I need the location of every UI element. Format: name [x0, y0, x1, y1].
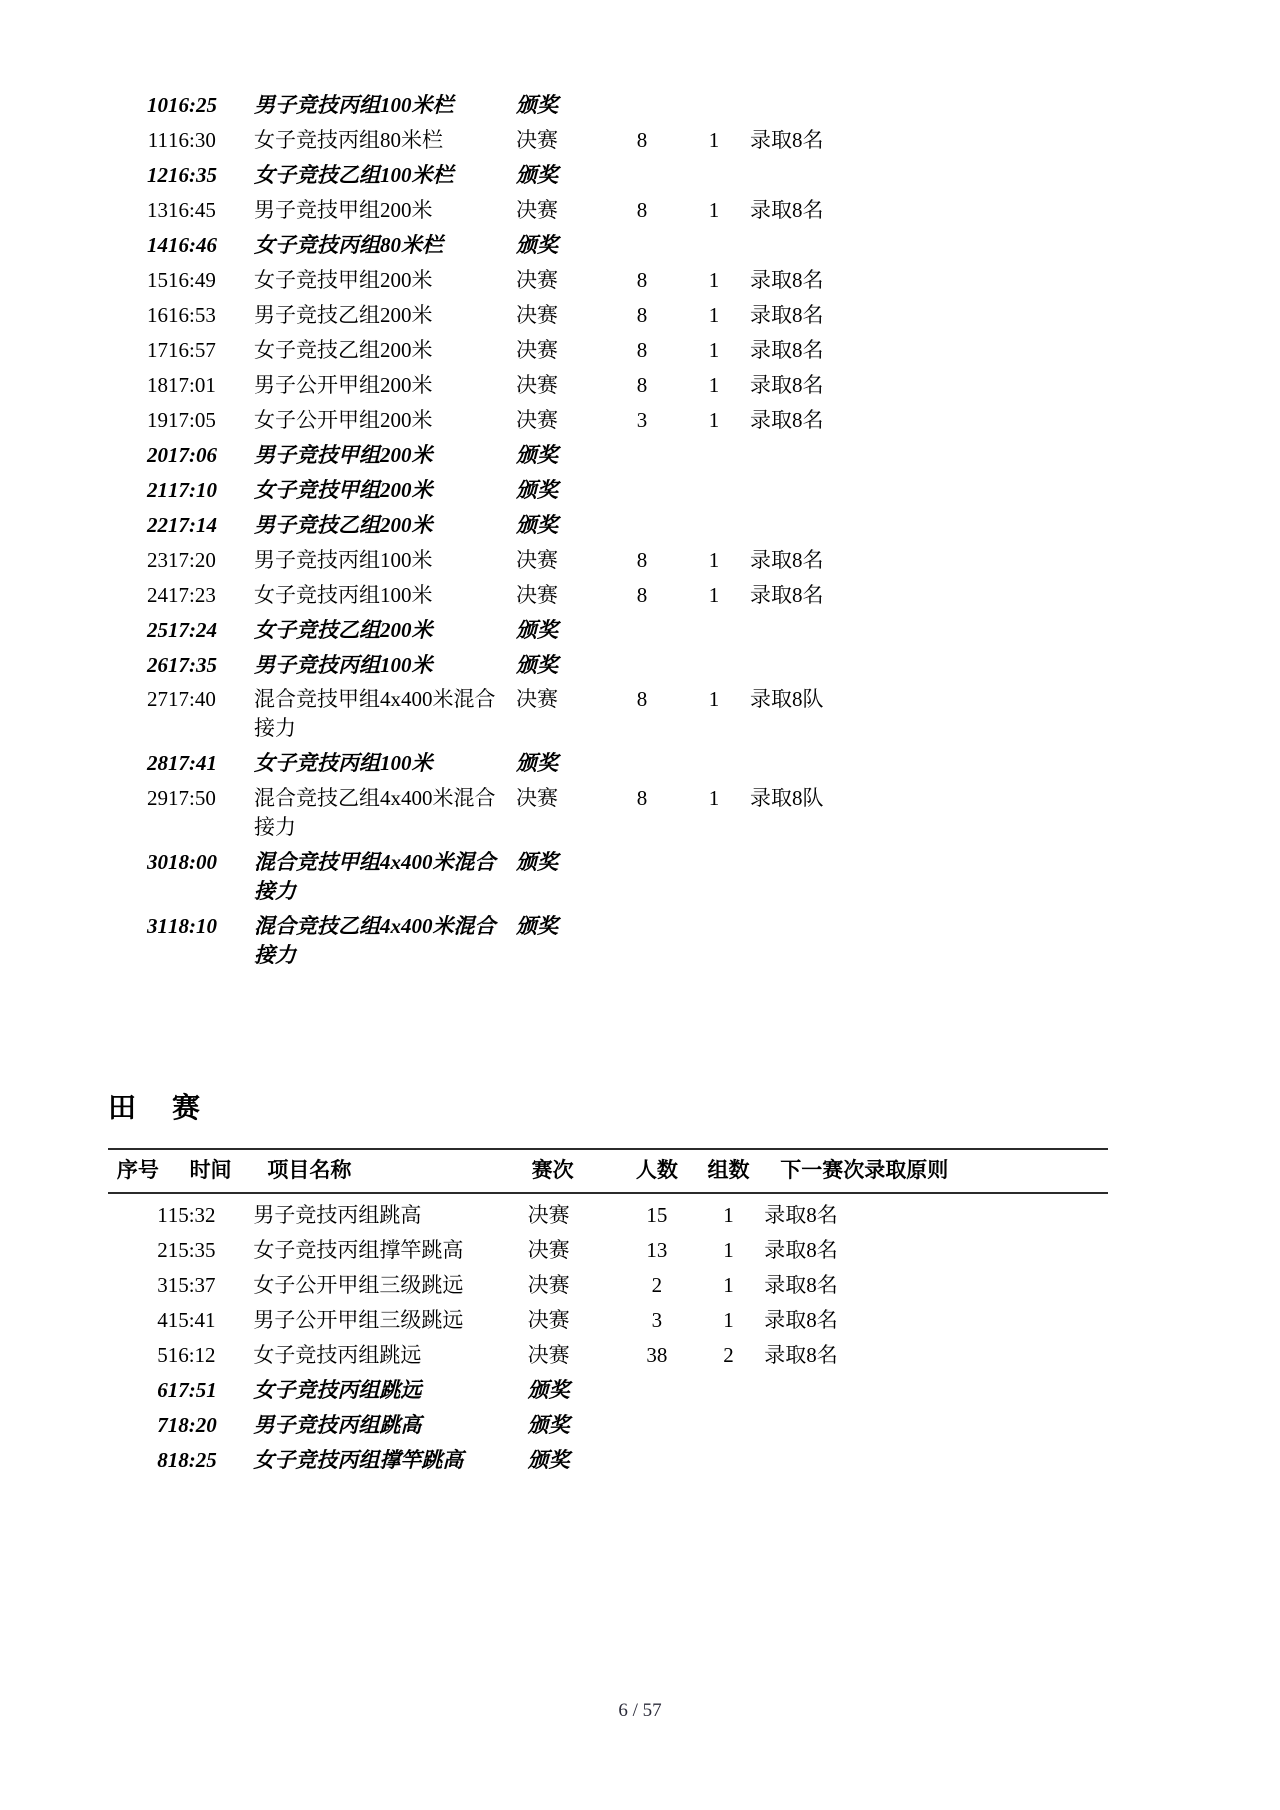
cell-count: 8	[636, 127, 648, 152]
cell-event: 男子竞技丙组跳高	[253, 1202, 422, 1227]
cell-no: 28	[147, 751, 168, 776]
cell-count	[606, 473, 678, 508]
cell-rule	[764, 1408, 1108, 1443]
table-row	[108, 123, 1080, 158]
table-row	[108, 1268, 1108, 1303]
cell-groups	[678, 158, 750, 193]
page-number: 6 / 57	[618, 1700, 662, 1721]
cell-time: 17:10	[168, 477, 217, 502]
cell-groups: 1	[708, 127, 720, 152]
cell-groups	[678, 909, 750, 973]
cell-event: 女子竞技乙组100米栏	[254, 162, 454, 187]
table-row	[108, 158, 1080, 193]
table-row	[108, 1233, 1108, 1268]
cell-no: 16	[147, 302, 168, 327]
cell-groups: 1	[723, 1237, 734, 1262]
col-header-time: 时间	[168, 1149, 254, 1193]
table-row	[108, 613, 1080, 648]
cell-count: 8	[636, 547, 648, 572]
cell-time: 16:12	[167, 1342, 216, 1367]
cell-rule	[764, 1373, 1108, 1408]
cell-rule: 录取8名	[764, 1237, 838, 1262]
cell-time: 17:23	[168, 582, 216, 607]
cell-rule	[750, 228, 1080, 263]
cell-no: 7	[157, 1412, 168, 1437]
cell-event: 男子竞技丙组100米栏	[254, 93, 454, 117]
cell-rule	[764, 1443, 1108, 1478]
cell-count: 13	[646, 1237, 668, 1262]
cell-count	[606, 613, 678, 648]
cell-groups: 1	[708, 337, 720, 362]
cell-no: 5	[157, 1342, 168, 1367]
cell-event: 女子竞技丙组跳远	[253, 1342, 422, 1367]
track-events-table-container	[108, 88, 1108, 973]
cell-no: 18	[147, 372, 168, 397]
cell-event: 男子公开甲组三级跳远	[253, 1307, 464, 1332]
cell-round: 颁奖	[516, 652, 558, 677]
cell-round: 决赛	[516, 302, 558, 327]
cell-round: 颁奖	[527, 1412, 570, 1437]
cell-event: 女子竞技丙组撑竿跳高	[253, 1447, 464, 1472]
page-footer	[0, 1700, 1280, 1722]
cell-no: 10	[147, 93, 168, 117]
cell-no: 30	[147, 850, 168, 875]
cell-groups: 1	[708, 267, 720, 292]
cell-rule: 录取8名	[764, 1342, 838, 1367]
cell-round: 颁奖	[516, 850, 558, 875]
cell-round: 颁奖	[516, 512, 558, 537]
cell-no: 15	[147, 267, 168, 292]
cell-groups	[693, 1373, 765, 1408]
cell-count: 3	[651, 1307, 663, 1332]
cell-count: 8	[636, 687, 648, 712]
cell-time: 16:53	[168, 302, 216, 327]
cell-round: 决赛	[527, 1237, 570, 1262]
cell-rule: 录取8名	[750, 197, 824, 222]
cell-round: 颁奖	[516, 162, 558, 187]
cell-time: 17:06	[168, 442, 217, 467]
cell-no: 25	[147, 617, 168, 642]
cell-rule: 录取8队	[750, 786, 824, 811]
table-row	[108, 473, 1080, 508]
cell-round: 颁奖	[516, 751, 558, 776]
cell-groups	[678, 438, 750, 473]
cell-count: 2	[651, 1272, 663, 1297]
table-row	[108, 1373, 1108, 1408]
cell-count	[606, 845, 678, 909]
cell-no: 14	[147, 232, 168, 257]
cell-round: 决赛	[527, 1202, 570, 1227]
cell-time: 17:05	[168, 407, 216, 432]
field-section-title-part1: 田	[108, 1093, 139, 1124]
table-row	[108, 298, 1080, 333]
cell-no: 26	[147, 652, 168, 677]
cell-rule	[750, 473, 1080, 508]
cell-no: 2	[157, 1237, 168, 1262]
cell-rule: 录取8名	[764, 1202, 838, 1227]
cell-event: 男子竞技乙组200米	[254, 302, 433, 327]
cell-event: 男子竞技丙组100米	[254, 652, 433, 677]
cell-groups	[693, 1408, 765, 1443]
cell-event: 男子竞技甲组200米	[254, 197, 433, 222]
cell-time: 17:35	[168, 652, 217, 677]
cell-count	[606, 158, 678, 193]
cell-rule: 录取8名	[750, 547, 824, 572]
cell-round: 颁奖	[516, 477, 558, 502]
cell-rule: 录取8名	[750, 582, 824, 607]
cell-count: 38	[646, 1342, 668, 1367]
cell-time: 16:49	[168, 267, 216, 292]
table-row	[108, 228, 1080, 263]
cell-rule: 录取8名	[750, 372, 824, 397]
cell-no: 21	[147, 477, 168, 502]
cell-event: 女子竞技甲组200米	[254, 477, 433, 502]
cell-time: 16:25	[168, 93, 217, 117]
cell-no: 3	[157, 1272, 168, 1297]
cell-count: 8	[636, 786, 648, 811]
cell-event: 女子公开甲组200米	[254, 407, 433, 432]
cell-groups	[678, 613, 750, 648]
cell-time: 18:25	[167, 1447, 217, 1472]
table-row	[108, 1303, 1108, 1338]
cell-event: 男子竞技丙组100米	[254, 547, 433, 572]
cell-count	[606, 909, 678, 973]
cell-time: 16:57	[168, 337, 216, 362]
cell-groups	[678, 508, 750, 543]
cell-count	[606, 438, 678, 473]
cell-count	[606, 508, 678, 543]
table-row	[108, 333, 1080, 368]
table-row	[108, 845, 1080, 909]
cell-no: 8	[157, 1447, 168, 1472]
cell-groups: 1	[708, 786, 720, 811]
cell-round: 颁奖	[527, 1447, 570, 1472]
cell-time: 15:35	[167, 1237, 216, 1262]
cell-round: 决赛	[516, 687, 558, 712]
cell-event: 混合竞技甲组4x400米混合接力	[254, 850, 496, 904]
table-row	[108, 578, 1080, 613]
cell-time: 18:20	[167, 1412, 217, 1437]
cell-count: 8	[636, 372, 648, 397]
cell-count: 3	[636, 407, 648, 432]
cell-groups	[678, 473, 750, 508]
cell-round: 决赛	[527, 1307, 570, 1332]
cell-event: 女子公开甲组三级跳远	[253, 1272, 464, 1297]
cell-time: 18:00	[168, 850, 217, 875]
table-row	[108, 88, 1080, 123]
cell-time: 17:24	[168, 617, 217, 642]
cell-time: 17:01	[168, 372, 216, 397]
cell-round: 决赛	[516, 337, 558, 362]
field-section-title	[108, 1086, 202, 1126]
cell-count	[606, 228, 678, 263]
cell-event: 女子竞技甲组200米	[254, 267, 433, 292]
cell-no: 22	[147, 512, 168, 537]
cell-time: 16:46	[168, 232, 217, 257]
cell-time: 15:41	[167, 1307, 216, 1332]
cell-event: 女子竞技乙组200米	[254, 617, 433, 642]
field-table-header-row	[108, 1149, 1108, 1193]
cell-round: 决赛	[516, 547, 558, 572]
cell-groups	[678, 648, 750, 683]
cell-count: 8	[636, 337, 648, 362]
cell-no: 31	[147, 914, 168, 939]
cell-time: 16:35	[168, 162, 217, 187]
cell-round: 颁奖	[516, 617, 558, 642]
cell-groups	[678, 746, 750, 781]
col-header-count: 人数	[621, 1149, 693, 1193]
cell-no: 12	[147, 162, 168, 187]
cell-rule	[750, 438, 1080, 473]
table-row	[108, 1408, 1108, 1443]
cell-no: 17	[147, 337, 168, 362]
table-row	[108, 909, 1080, 973]
cell-count	[621, 1443, 693, 1478]
cell-round: 决赛	[516, 197, 558, 222]
cell-event: 混合竞技乙组4x400米混合接力	[254, 786, 496, 840]
cell-groups	[678, 228, 750, 263]
cell-time: 17:41	[168, 751, 217, 776]
table-row	[108, 193, 1080, 228]
cell-event: 男子竞技甲组200米	[254, 442, 433, 467]
cell-time: 16:30	[168, 127, 216, 152]
cell-event: 混合竞技乙组4x400米混合接力	[254, 914, 496, 968]
cell-round: 决赛	[516, 127, 558, 152]
cell-time: 15:32	[167, 1202, 216, 1227]
cell-count	[606, 746, 678, 781]
cell-event: 女子竞技丙组80米栏	[254, 127, 443, 152]
cell-rule: 录取8名	[750, 337, 824, 362]
cell-round: 颁奖	[516, 93, 558, 117]
cell-groups: 1	[708, 197, 720, 222]
table-row	[108, 1443, 1108, 1478]
cell-groups: 2	[723, 1342, 734, 1367]
cell-no: 6	[157, 1377, 168, 1402]
cell-rule	[750, 88, 1080, 123]
track-events-table	[108, 88, 1080, 973]
cell-event: 混合竞技甲组4x400米混合接力	[254, 687, 496, 741]
cell-no: 1	[157, 1202, 168, 1227]
cell-event: 男子公开甲组200米	[254, 372, 433, 397]
cell-time: 17:40	[168, 687, 216, 712]
cell-groups: 1	[708, 687, 720, 712]
table-row	[108, 648, 1080, 683]
cell-count	[621, 1373, 693, 1408]
cell-time: 15:37	[167, 1272, 216, 1297]
cell-time: 18:10	[168, 914, 217, 939]
table-row	[108, 368, 1080, 403]
cell-round: 决赛	[516, 372, 558, 397]
col-header-event: 项目名称	[253, 1149, 527, 1193]
col-header-no: 序号	[108, 1149, 168, 1193]
cell-round: 颁奖	[516, 442, 558, 467]
cell-groups	[693, 1443, 765, 1478]
cell-rule	[750, 845, 1080, 909]
cell-groups: 1	[723, 1202, 734, 1227]
cell-groups: 1	[708, 582, 720, 607]
cell-count: 8	[636, 267, 648, 292]
table-row	[108, 781, 1080, 845]
cell-event: 女子竞技丙组100米	[254, 582, 433, 607]
cell-groups: 1	[723, 1307, 734, 1332]
cell-no: 11	[147, 127, 168, 152]
cell-count: 8	[636, 582, 648, 607]
cell-count	[606, 88, 678, 123]
cell-rule: 录取8名	[750, 302, 824, 327]
table-row	[108, 682, 1080, 746]
cell-round: 决赛	[516, 582, 558, 607]
cell-groups: 1	[723, 1272, 734, 1297]
cell-event: 男子竞技丙组跳高	[253, 1412, 422, 1437]
cell-round: 决赛	[527, 1342, 570, 1367]
cell-groups	[678, 845, 750, 909]
cell-groups	[678, 88, 750, 123]
cell-count: 8	[636, 197, 648, 222]
cell-no: 13	[147, 197, 168, 222]
cell-count: 15	[646, 1202, 668, 1227]
cell-event: 女子竞技乙组200米	[254, 337, 433, 362]
cell-count	[606, 648, 678, 683]
cell-no: 29	[147, 786, 168, 811]
cell-no: 24	[147, 582, 168, 607]
cell-time: 17:50	[168, 786, 216, 811]
table-row	[108, 543, 1080, 578]
cell-event: 男子竞技乙组200米	[254, 512, 433, 537]
cell-time: 17:20	[168, 547, 216, 572]
cell-count: 8	[636, 302, 648, 327]
cell-rule: 录取8名	[764, 1272, 838, 1297]
cell-no: 20	[147, 442, 168, 467]
cell-round: 决赛	[516, 786, 558, 811]
cell-groups: 1	[708, 547, 720, 572]
field-events-table-container	[108, 1148, 1108, 1478]
table-row	[108, 263, 1080, 298]
cell-rule: 录取8队	[750, 687, 824, 712]
cell-groups: 1	[708, 302, 720, 327]
cell-rule	[750, 508, 1080, 543]
cell-rule	[750, 613, 1080, 648]
col-header-rule: 下一赛次录取原则	[764, 1149, 1108, 1193]
table-row	[108, 1338, 1108, 1373]
cell-no: 4	[157, 1307, 168, 1332]
cell-rule: 录取8名	[764, 1307, 838, 1332]
cell-event: 女子竞技丙组80米栏	[254, 232, 443, 257]
col-header-round: 赛次	[528, 1149, 621, 1193]
cell-round: 决赛	[527, 1272, 570, 1297]
cell-rule	[750, 648, 1080, 683]
cell-round: 颁奖	[516, 914, 558, 939]
cell-no: 19	[147, 407, 168, 432]
cell-rule: 录取8名	[750, 127, 824, 152]
cell-groups: 1	[708, 372, 720, 397]
cell-rule	[750, 909, 1080, 973]
col-header-groups: 组数	[693, 1149, 765, 1193]
table-row	[108, 1193, 1108, 1233]
field-section-title-part2: 赛	[172, 1093, 203, 1124]
cell-time: 16:45	[168, 197, 216, 222]
cell-time: 17:14	[168, 512, 217, 537]
cell-rule	[750, 158, 1080, 193]
cell-rule: 录取8名	[750, 267, 824, 292]
cell-count	[621, 1408, 693, 1443]
cell-round: 颁奖	[516, 232, 558, 257]
cell-round: 颁奖	[527, 1377, 570, 1402]
cell-groups: 1	[708, 407, 720, 432]
cell-event: 女子竞技丙组跳远	[253, 1377, 422, 1402]
cell-no: 27	[147, 687, 168, 712]
cell-time: 17:51	[167, 1377, 217, 1402]
table-row	[108, 438, 1080, 473]
field-events-table	[108, 1148, 1108, 1478]
cell-no: 23	[147, 547, 168, 572]
table-row	[108, 746, 1080, 781]
cell-rule	[750, 746, 1080, 781]
cell-rule: 录取8名	[750, 407, 824, 432]
cell-event: 女子竞技丙组撑竿跳高	[253, 1237, 464, 1262]
cell-round: 决赛	[516, 267, 558, 292]
table-row	[108, 508, 1080, 543]
cell-round: 决赛	[516, 407, 558, 432]
cell-event: 女子竞技丙组100米	[254, 751, 433, 776]
table-row	[108, 403, 1080, 438]
